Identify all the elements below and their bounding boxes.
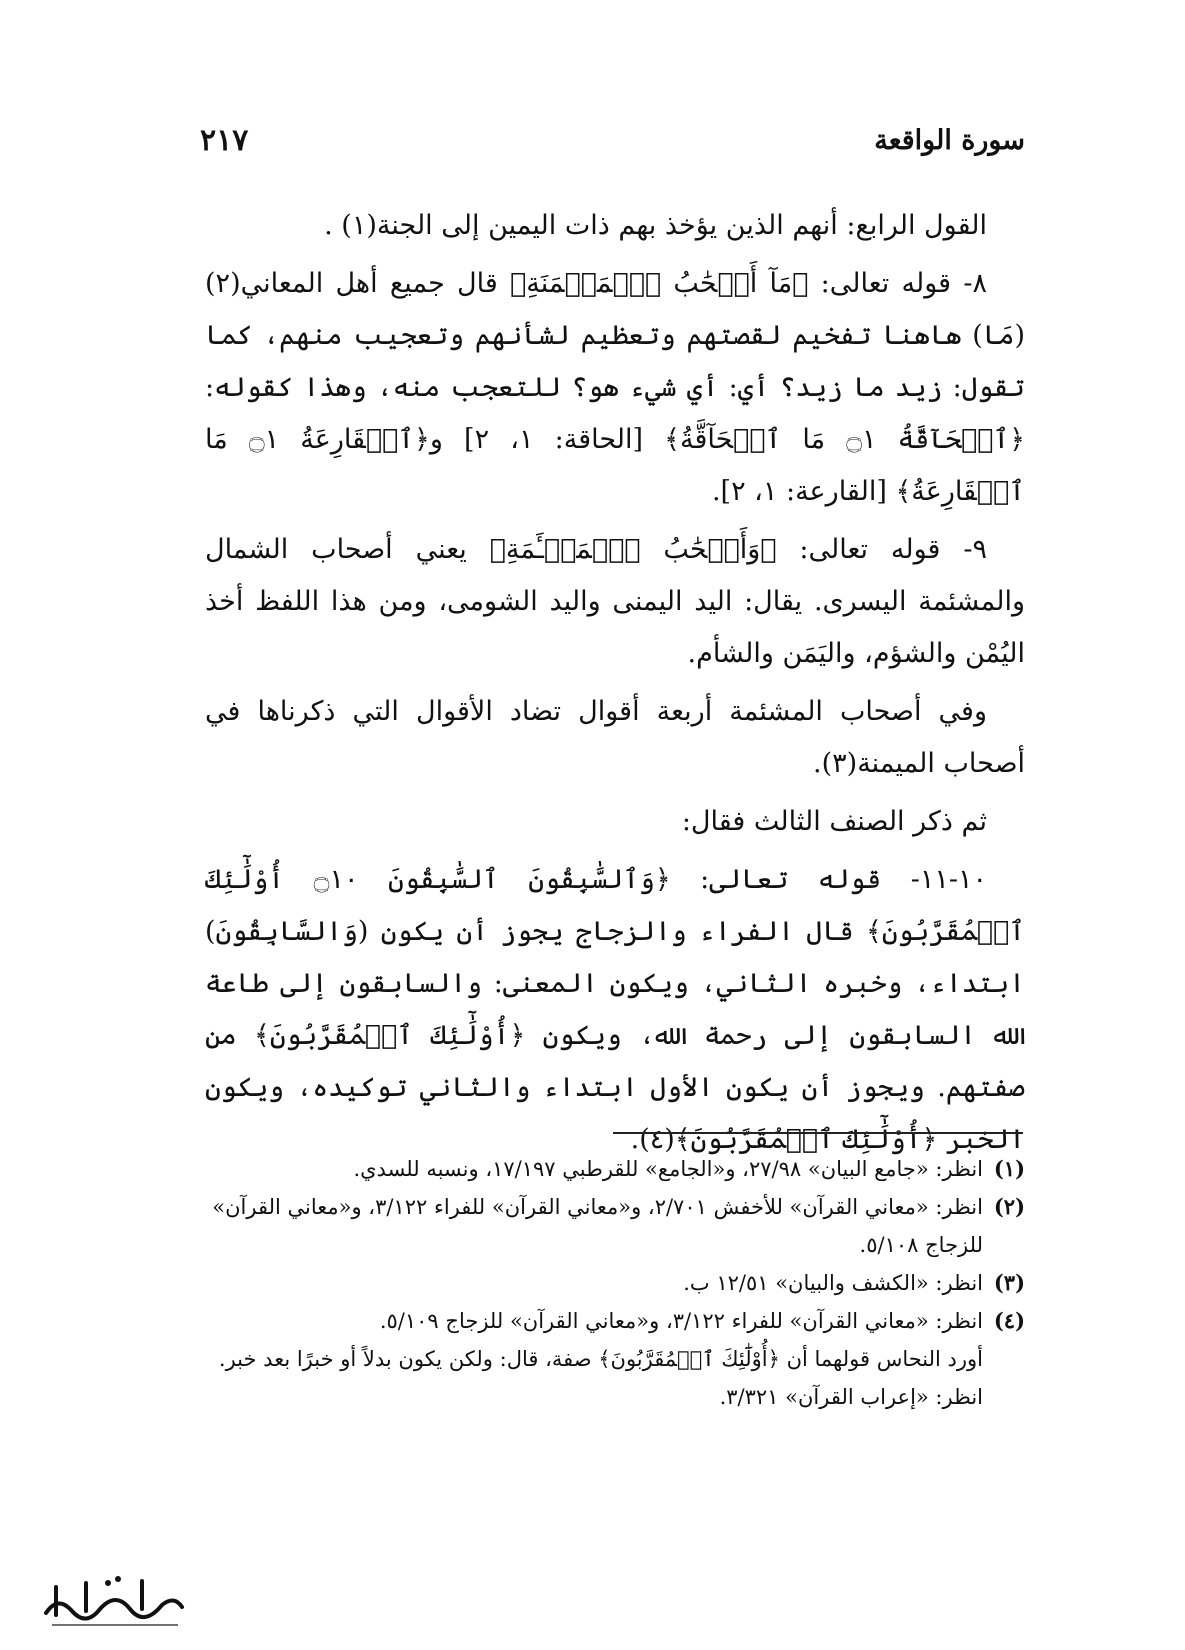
paragraph-5: ثم ذكر الصنف الثالث فقال: (681, 806, 987, 837)
paragraph-1: القول الرابع: أنهم الذين يؤخذ بهم ذات اليمين إلى الجنة(١) . (324, 210, 987, 241)
paragraph-6: ١٠-١١- قوله تعالى: ﴿وَٱلسَّٰبِقُونَ ٱلسَّٰبِقُونَ ۝١٠ أُوْلَٰٓئِكَ ٱلۡمُقَرَّبُونَ﴾ قال الفراء والزجاج يجوز أن يكون (وَالسَّابِقُونَ) ابتداء، وخبره الثاني، ويكون المعنى: والسابقون إلى طاعة الله السابقون إلى رحمة الله، ويكون ﴿أُوْلَٰٓئِكَ ٱلۡمُقَرَّبُونَ﴾ من صفتهم. ويجوز أن يكون الأول ابتداء والثاني توكيده، ويكون الخبر ﴿أُوْلَٰٓئِكَ ٱلۡمُقَرَّبُونَ﴾(٤). (205, 864, 1025, 1155)
footnote-divider (613, 1132, 1023, 1134)
paragraph-2: ٨- قوله تعالى: ﴿مَآ أَصۡحَٰبُ ٱلۡمَيۡمَنَةِ﴾ قال جميع أهل المعاني(٢) (مَا) هاهنا تفخيم لقصتهم وتعظيم لشأنهم وتعجيب منهم، كما تقول: زيد ما زيد؟ أي: أي شيء هو؟ للتعجب منه، وهذا كقوله: ﴿ٱلۡحَآقَّةُ ۝١ مَا ٱلۡحَآقَّةُ﴾ [الحاقة: ١، ٢] و﴿ٱلۡقَارِعَةُ ۝١ مَا ٱلۡقَارِعَةُ﴾ [القارعة: ١، ٢]. (205, 268, 1026, 507)
footnote-number: (٣) (993, 1270, 1025, 1295)
main-text (205, 200, 1025, 1172)
footnote-number: (٢) (993, 1194, 1025, 1219)
surah-title: سورة الواقعة (874, 124, 1025, 156)
footnote-text: انظر: «جامع البيان» ٢٧/٩٨، و«الجامع» للقرطبي ١٧/١٩٧، ونسبه للسدي. (353, 1157, 983, 1181)
paragraph-3: ٩- قوله تعالى: ﴿وَأَصۡحَٰبُ ٱلۡمَشۡـَٔمَةِ﴾ يعني أصحاب الشمال والمشئمة اليسرى. يقال: اليد اليمنى واليد الشومى، ومن هذا اللفظ أخذ اليُمْن والشؤم، واليَمَن والشأم. (205, 534, 1025, 669)
footnote-4-continuation: أورد النحاس قولهما أن ﴿أُوْلَٰٓئِكَ ٱلۡمُقَرَّبُونَ﴾ صفة، قال: ولكن يكون بدلاً أو خبرًا بعد خبر. انظر: «إعراب القرآن» ٣/٣٢١. (218, 1347, 983, 1409)
publisher-logo (38, 1565, 188, 1635)
paragraph-4: وفي أصحاب المشئمة أربعة أقوال تضاد الأقوال التي ذكرناها في أصحاب الميمنة(٣). (205, 696, 1025, 779)
footnote-text: انظر: «معاني القرآن» للفراء ٣/١٢٢، و«معاني القرآن» للزجاج ٥/١٠٩. (379, 1309, 983, 1333)
footnote-3 (205, 1264, 1025, 1302)
footnote-number: (١) (993, 1156, 1025, 1181)
footnote-4 (205, 1302, 1025, 1340)
footnotes (205, 1150, 1025, 1416)
footnote-number: (٤) (993, 1308, 1025, 1333)
footnote-text: انظر: «الكشف والبيان» ١٢/٥١ ب. (683, 1271, 983, 1295)
page-header (200, 118, 1025, 162)
page-number: ٢١٧ (200, 122, 249, 158)
footnote-2 (205, 1188, 1025, 1264)
footnote-text: انظر: «معاني القرآن» للأخفش ٢/٧٠١، و«معاني القرآن» للفراء ٣/١٢٢، و«معاني القرآن» للزجاج ٥/١٠٨. (212, 1195, 983, 1257)
footnote-1 (205, 1150, 1025, 1188)
